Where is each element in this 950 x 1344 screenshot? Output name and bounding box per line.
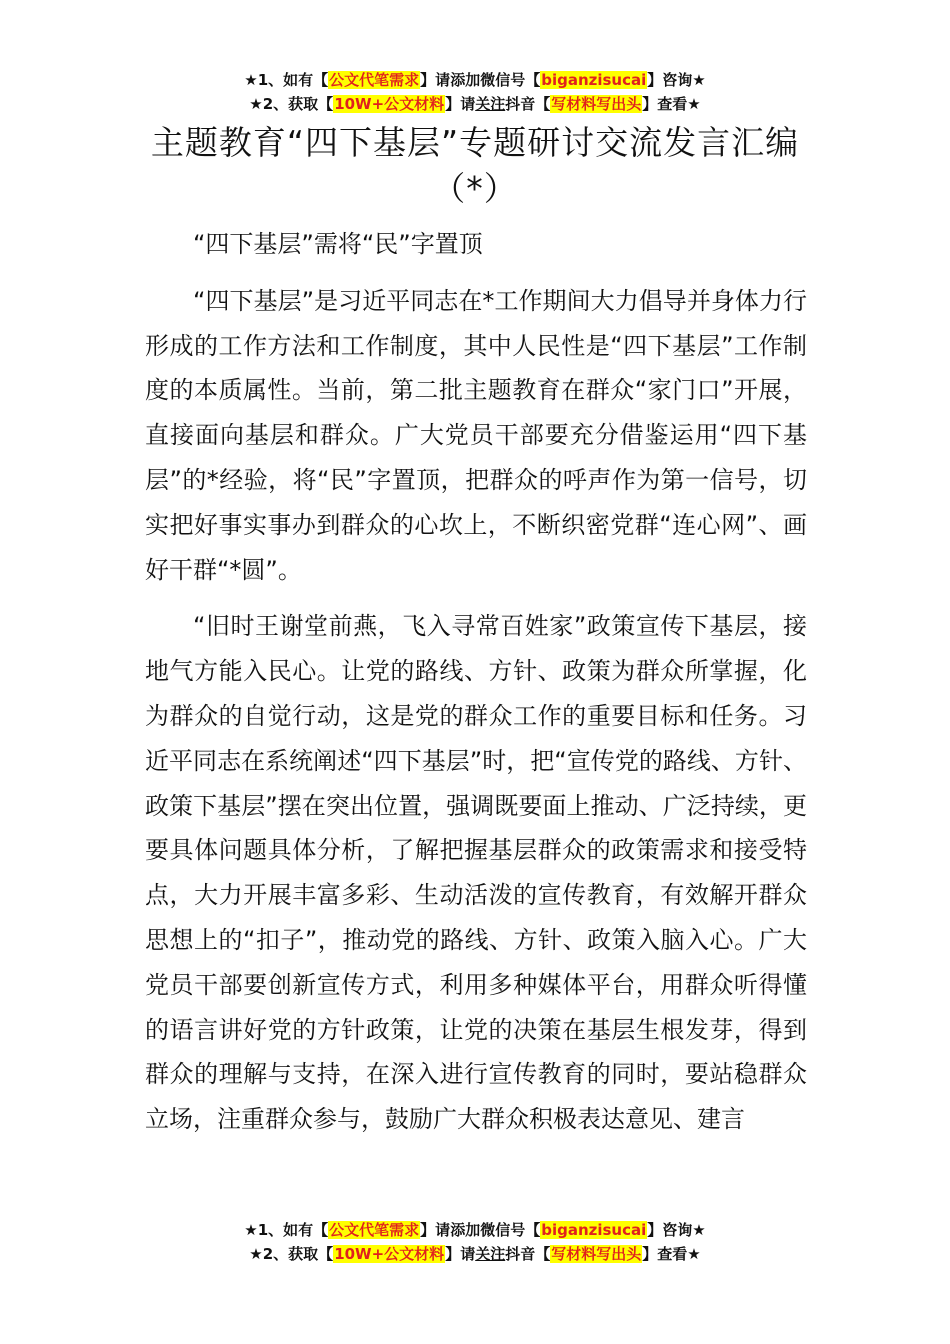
banner-line-1-highlight-service: 公文代笔需求 [329,71,420,89]
banner-line-2-mid: 】请 [445,95,476,113]
paragraph-1: “四下基层”是习近平同志在*工作期间大力倡导并身体力行形成的工作方法和工作制度，其中人民性是“四下基层”工作制度的本质属性。当前，第二批主题教育在群众“家门口”开展，直接面向基层和群众。广大党员干部要充分借鉴运用“四下基层”的*经验，将“民”字置顶，把群众的呼声作为第一信号，切实把好事实事办到群众的心坎上，不断织密党群“连心网”、画好干群“*圆”。 [145,286,807,584]
footer-line-1-emph: 添加 [450,1221,481,1239]
header-banner [0,68,950,116]
banner-line-2 [0,92,950,116]
footer-line-2-mid2: 抖音【 [505,1245,551,1263]
footer-banner [0,1218,950,1266]
footer-line-2-suffix: 】查看★ [642,1245,701,1263]
footer-line-1-highlight-service: 公文代笔需求 [329,1221,420,1239]
footer-banner-line-1 [0,1218,950,1242]
banner-line-2-prefix: ★2、获取【 [249,95,334,113]
footer-line-1-mid2: 微信号【 [480,1221,541,1239]
footer-line-1-mid: 】请 [420,1221,451,1239]
footer-line-2-highlight-materials: 10W+公文材料 [334,1245,445,1263]
footer-line-1-suffix: 】咨询★ [647,1221,706,1239]
footer-line-2-mid: 】请 [445,1245,476,1263]
paragraph-2: “旧时王谢堂前燕，飞入寻常百姓家”政策宣传下基层，接地气方能入民心。让党的路线、方针、政策为群众所掌握，化为群众的自觉行动，这是党的群众工作的重要目标和任务。习近平同志在系统阐述“四下基层”时，把“宣传党的路线、方针、政策下基层”摆在突出位置，强调既要面上推动、广泛持续，更要具体问题具体分析，了解把握基层群众的政策需求和接受特点，大力开展丰富多彩、生动活泼的宣传教育，有效解开群众思想上的“扣子”，推动党的路线、方针、政策入脑入心。广大党员干部要创新宣传方式，利用多种媒体平台，用群众听得懂的语言讲好党的方针政策，让党的决策在基层生根发芽，得到群众的理解与支持，在深入进行宣传教育的同时，要站稳群众立场，注重群众参与，鼓励广大群众积极表达意见、建言 [145,612,807,1134]
banner-line-2-mid2: 抖音【 [505,95,551,113]
footer-line-2-emph: 关注 [475,1245,506,1263]
banner-line-1-highlight-wechat: biganzisucai [541,71,647,89]
footer-line-2-highlight-douyin: 写材料写出头 [551,1245,642,1263]
banner-line-1-emph: 添加 [450,71,481,89]
document-title: 主题教育“四下基层”专题研讨交流发言汇编（*） [150,123,800,208]
banner-line-1-mid: 】请 [420,71,451,89]
section-subtitle: “四下基层”需将“民”字置顶 [193,230,483,258]
banner-line-1-suffix: 】咨询★ [647,71,706,89]
banner-line-2-highlight-douyin: 写材料写出头 [551,95,642,113]
banner-line-2-emph: 关注 [475,95,506,113]
banner-line-1 [0,68,950,92]
footer-line-1-highlight-wechat: biganzisucai [541,1221,647,1239]
banner-line-2-highlight-materials: 10W+公文材料 [334,95,445,113]
document-body [145,222,807,1154]
footer-line-2-prefix: ★2、获取【 [249,1245,334,1263]
footer-line-1-prefix: ★1、如有【 [244,1221,329,1239]
banner-line-1-mid2: 微信号【 [480,71,541,89]
banner-line-2-suffix: 】查看★ [642,95,701,113]
banner-line-1-prefix: ★1、如有【 [244,71,329,89]
footer-banner-line-2 [0,1242,950,1266]
